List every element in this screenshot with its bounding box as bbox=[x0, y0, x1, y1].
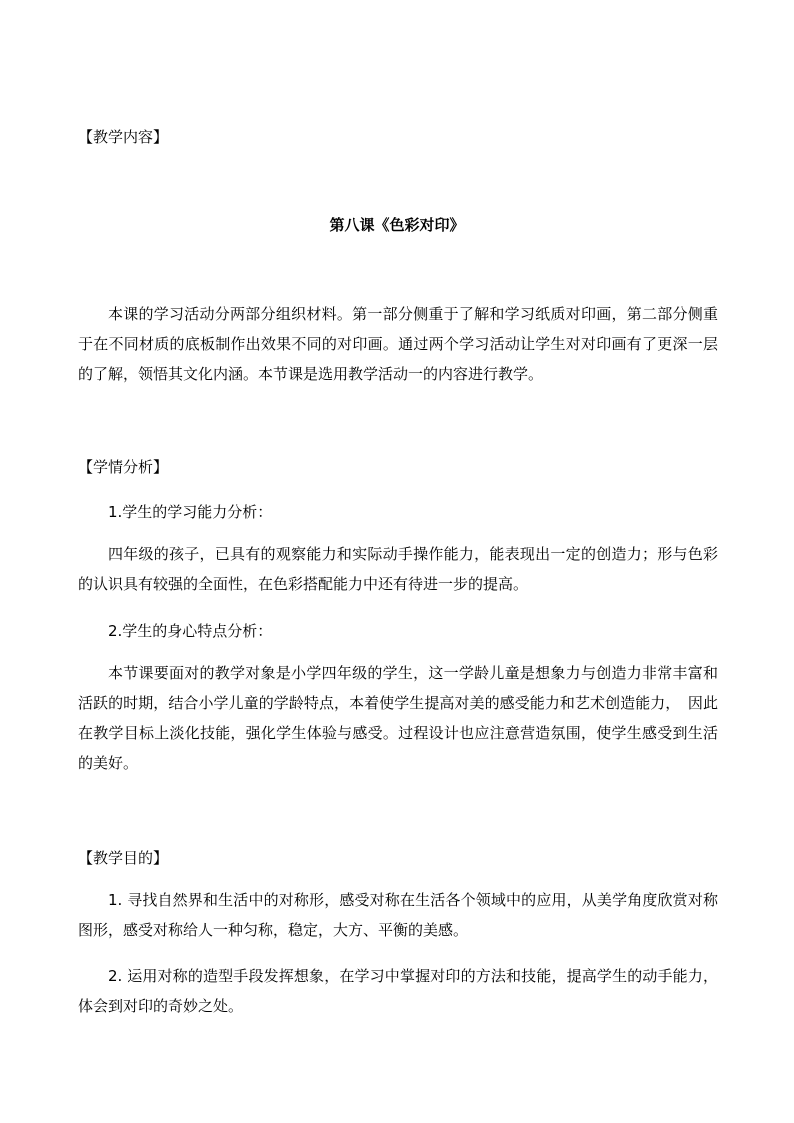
lesson-title: 第八课《色彩对印》 bbox=[329, 216, 465, 234]
analysis-paragraph-2: 本节课要面对的教学对象是小学四年级的学生，这一学龄儿童是想象力与创造力非常丰富和活跃的时期，结合小学儿童的学龄特点，本着使学生提高对美的感受能力和艺术创造能力， 因此在教学目标上淡化技能，强化学生体验与感受。过程设计也应注意营造氛围，使学生感受到生活的美好。 bbox=[78, 664, 718, 772]
section-heading-analysis: 【学情分析】 bbox=[78, 458, 169, 476]
analysis-subheading-2: 2.学生的身心特点分析： bbox=[108, 622, 273, 640]
section-heading-content: 【教学内容】 bbox=[78, 128, 169, 146]
content-paragraph: 本课的学习活动分两部分组织材料。第一部分侧重于了解和学习纸质对印画，第二部分侧重于在不同材质的底板制作出效果不同的对印画。通过两个学习活动让学生对对印画有了更深一层的了解，领悟其文化内涵。本节课是选用教学活动一的内容进行教学。 bbox=[78, 305, 718, 383]
goal-item-1: 1. 寻找自然界和生活中的对称形，感受对称在生活各个领域中的应用，从美学角度欣赏对称图形，感受对称给人一种匀称，稳定，大方、平衡的美感。 bbox=[78, 891, 718, 939]
goal-item-2: 2. 运用对称的造型手段发挥想象，在学习中掌握对印的方法和技能，提高学生的动手能力，体会到对印的奇妙之处。 bbox=[78, 967, 718, 1015]
section-heading-goals: 【教学目的】 bbox=[78, 849, 169, 867]
analysis-subheading-1: 1.学生的学习能力分析： bbox=[108, 503, 273, 521]
analysis-paragraph-1: 四年级的孩子，已具有的观察能力和实际动手操作能力，能表现出一定的创造力；形与色彩的认识具有较强的全面性，在色彩搭配能力中还有待进一步的提高。 bbox=[78, 545, 718, 593]
